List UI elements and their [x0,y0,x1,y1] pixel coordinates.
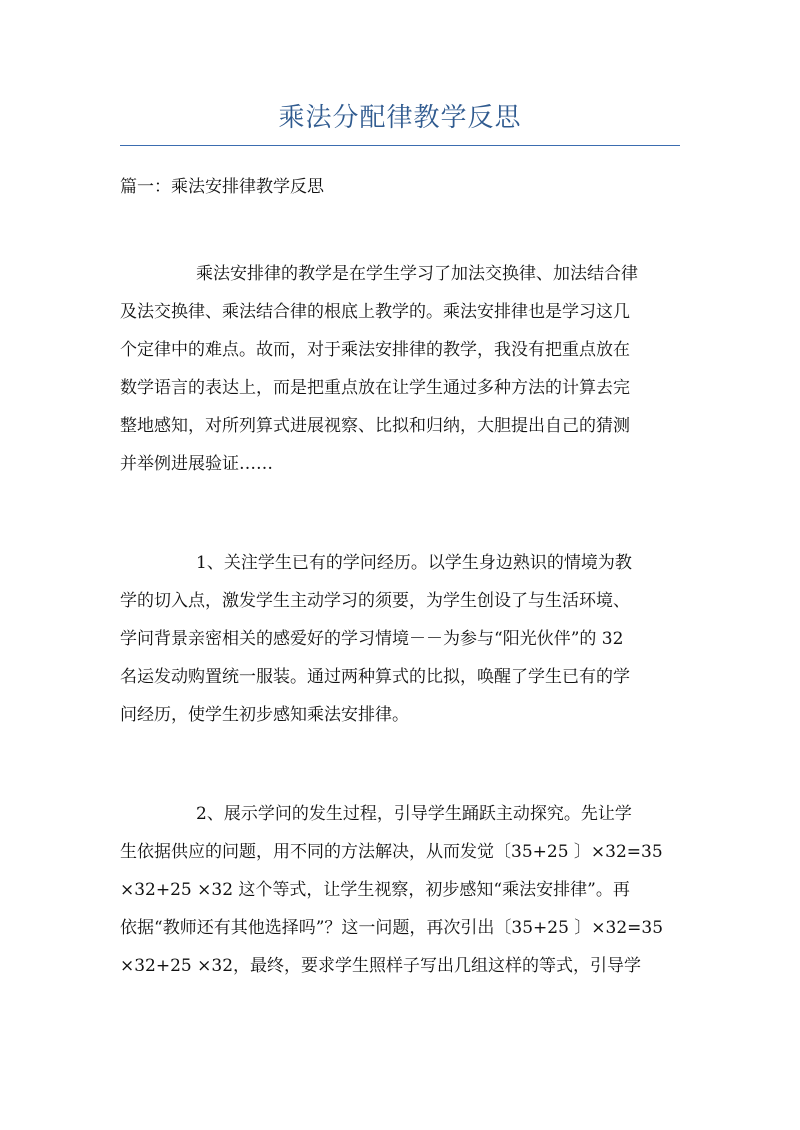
document-title: 乘法分配律教学反思 [278,103,522,133]
paragraph-line: 及法交换律、乘法结合律的根底上教学的。乘法安排律也是学习这几 [120,302,630,322]
paragraph-line: ×32+25 ×32 这个等式，让学生视察，初步感知“乘法安排律”。再 [120,880,630,900]
paragraph-line: 并举例进展验证…… [120,454,273,474]
paragraph-line: 学的切入点，激发学生主动学习的须要，为学生创设了与生活环境、 [120,591,630,611]
paragraph-line: 数学语言的表达上，而是把重点放在让学生通过多种方法的计算去完 [120,378,630,398]
paragraph-line: 依据“教师还有其他选择吗”？这一问题，再次引出〔35+25 〕×32=35 [120,918,664,938]
section-heading: 篇一：乘法安排律教学反思 [120,177,324,197]
paragraph-line: 学问背景亲密相关的感爱好的学习情境－－为参与“阳光伙伴”的 32 [120,629,624,649]
paragraph-line: 问经历，使学生初步感知乘法安排律。 [120,705,409,725]
paragraph-line: 1、关注学生已有的学问经历。以学生身边熟识的情境为教 [196,553,632,573]
paragraph-point-1 [120,544,690,734]
paragraph-line: 整地感知，对所列算式进展视察、比拟和归纳，大胆提出自己的猜测 [120,416,630,436]
paragraph-point-2 [120,795,690,985]
paragraph-line: 乘法安排律的教学是在学生学习了加法交换律、加法结合律 [196,264,638,284]
paragraph-line: ×32+25 ×32，最终，要求学生照样子写出几组这样的等式，引导学 [120,956,642,976]
paragraph-line: 2、展示学问的发生过程，引导学生踊跃主动探究。先让学 [196,804,632,824]
title-underline-rule [120,145,680,146]
paragraph-line: 名运发动购置统一服装。通过两种算式的比拟，唤醒了学生已有的学 [120,667,630,687]
paragraph-intro [120,255,690,483]
paragraph-line: 生依据供应的问题，用不同的方法解决，从而发觉〔35+25 〕×32=35 [120,842,663,862]
paragraph-line: 个定律中的难点。故而，对于乘法安排律的教学，我没有把重点放在 [120,340,630,360]
